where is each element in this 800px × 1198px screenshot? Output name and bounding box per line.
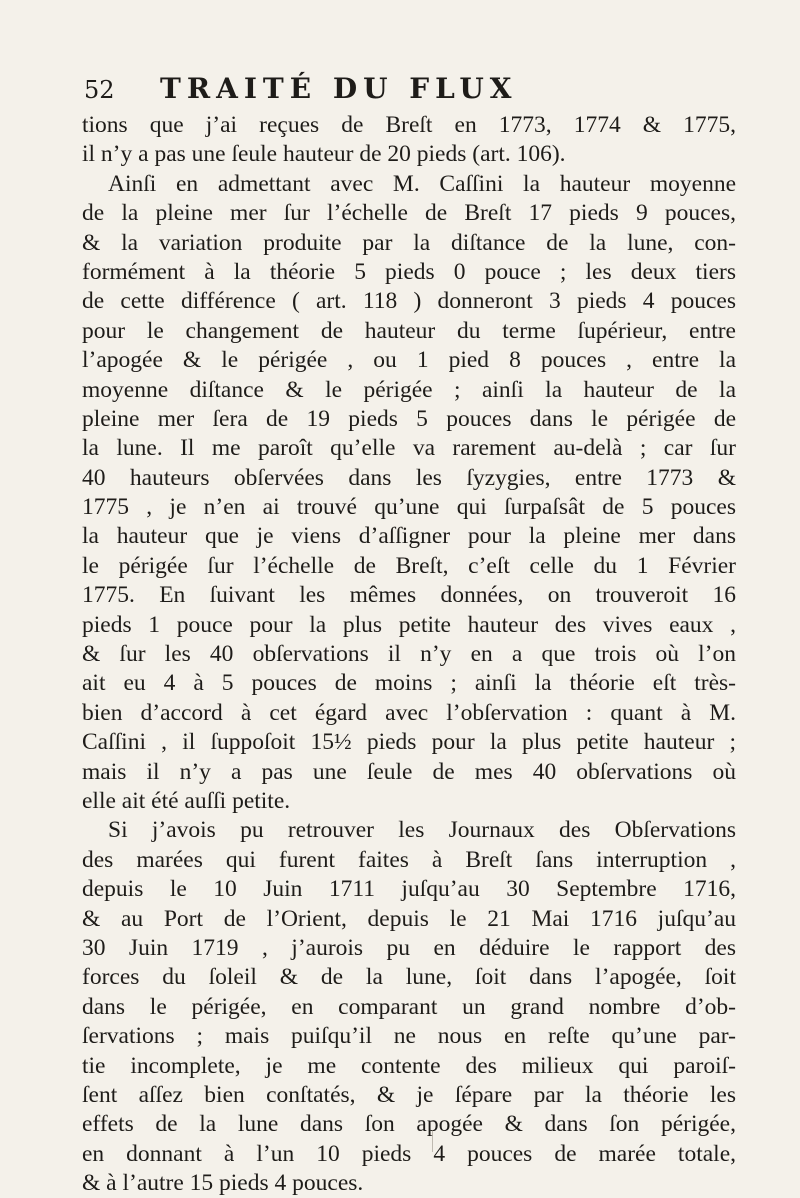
page-header <box>84 72 724 106</box>
text-line: Si j’avois pu retrouver les Journaux des Obſervations <box>108 817 736 844</box>
text-line: 30 Juin 1719 , j’aurois pu en déduire le rapport des <box>82 934 736 961</box>
text-line: en donnant à l’un 10 pieds 4 pouces de marée totale, <box>82 1140 736 1167</box>
text-line: bien d’accord à cet égard avec l’obſervation : quant à M. <box>82 699 736 726</box>
text-line: depuis le 10 Juin 1711 juſqu’au 30 Septembre 1716, <box>82 876 736 903</box>
text-line: & ſur les 40 obſervations il n’y en a que trois où l’on <box>82 641 736 668</box>
text-line: 40 hauteurs obſervées dans les ſyzygies, entre 1773 & <box>82 464 736 491</box>
text-line: elle ait été auſſi petite. <box>82 787 291 814</box>
text-line: & au Port de l’Orient, depuis le 21 Mai 1716 juſqu’au <box>82 905 736 932</box>
text-line: le périgée ſur l’échelle de Breſt, c’eſt celle du 1 Février <box>82 552 736 579</box>
text-line: pleine mer ſera de 19 pieds 5 pouces dans le périgée de <box>82 405 736 432</box>
text-line: la hauteur que je viens d’aſſigner pour la pleine mer dans <box>82 523 736 550</box>
text-line: des marées qui furent faites à Breſt ſans interruption , <box>82 846 736 873</box>
text-line: tie incomplete, je me contente des milieux qui paroiſ- <box>82 1052 736 1079</box>
text-line: il n’y a pas une ſeule hauteur de 20 pieds (art. 106). <box>82 141 566 168</box>
text-line: Ainſi en admettant avec M. Caſſini la hauteur moyenne <box>108 170 736 197</box>
text-line: moyenne diſtance & le périgée ; ainſi la hauteur de la <box>82 376 736 403</box>
text-line: ſervations ; mais puiſqu’il ne nous en reſte qu’une par- <box>82 1023 736 1050</box>
text-line: la lune. Il me paroît qu’elle va rarement au-delà ; car ſur <box>82 435 736 462</box>
text-line: l’apogée & le périgée , ou 1 pied 8 pouces , entre la <box>82 347 736 374</box>
text-line: 1775 , je n’en ai trouvé qu’une qui ſurpaſsât de 5 pouces <box>82 494 736 521</box>
text-line: de cette différence ( art. 118 ) donneront 3 pieds 4 pouces <box>82 288 736 315</box>
body-text <box>82 111 736 1198</box>
text-line: & la variation produite par la diſtance de la lune, con- <box>82 229 736 256</box>
text-line: de la pleine mer ſur l’échelle de Breſt 17 pieds 9 pouces, <box>82 200 736 227</box>
running-title: TRAITÉ DU FLUX <box>160 72 518 105</box>
text-line: pour le changement de hauteur du terme ſupérieur, entre <box>82 317 736 344</box>
page-mark <box>432 1130 455 1152</box>
text-line: & à l’autre 15 pieds 4 pouces. <box>82 1170 364 1197</box>
text-line: effets de la lune dans ſon apogée & dans ſon périgée, <box>82 1111 736 1138</box>
text-line: Caſſini , il ſuppoſoit 15½ pieds pour la plus petite hauteur ; <box>82 729 736 756</box>
text-line: forces du ſoleil & de la lune, ſoit dans l’apogée, ſoit <box>82 964 736 991</box>
text-line: pieds 1 pouce pour la plus petite hauteur des vives eaux , <box>82 611 736 638</box>
text-line: tions que j’ai reçues de Breſt en 1773, 1774 & 1775, <box>82 112 736 138</box>
page-number: 52 <box>84 76 115 104</box>
text-line: dans le périgée, en comparant un grand nombre d’ob- <box>82 993 736 1020</box>
text-line: ait eu 4 à 5 pouces de moins ; ainſi la théorie eſt très- <box>82 670 736 697</box>
text-line: formément à la théorie 5 pieds 0 pouce ; les deux tiers <box>82 258 736 285</box>
text-line: 1775. En ſuivant les mêmes données, on trouveroit 16 <box>82 582 736 609</box>
text-line: ſent aſſez bien conſtatés, & je ſépare par la théorie les <box>82 1081 736 1108</box>
text-line: mais il n’y a pas une ſeule de mes 40 obſervations où <box>82 758 736 785</box>
